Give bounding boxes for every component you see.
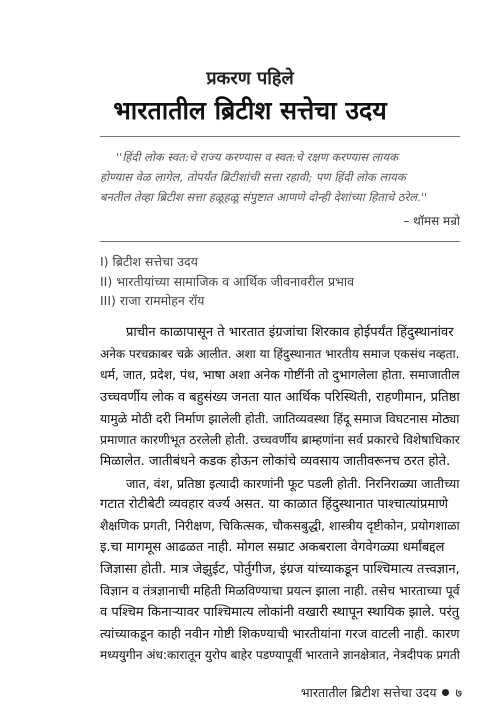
- paragraph-line: अनेक परचक्राबर चक्रे आलीत. अशा या हिंदुस्थानात भारतीय समाज एकसंध नव्हता.: [100, 346, 460, 361]
- quote-line: बनतील तेव्हा ब्रिटीश सत्ता हळूहळू संपुष्टात आणणे दोन्ही देशांच्या हिताचे ठरेल.'': [100, 190, 428, 204]
- quote-top-rule: [100, 136, 460, 137]
- paragraph-line: विज्ञान व तंत्रज्ञानाची महिती मिळविण्याचा प्रयत्न झाला नाही. तसेच भारताच्या पूर्व: [100, 583, 460, 598]
- contents-item: III) राजा राममोहन रॉय: [100, 293, 205, 308]
- chapter-contents-list: [100, 252, 460, 311]
- contents-item: I) ब्रिटीश सत्तेचा उदय: [100, 254, 198, 269]
- paragraph-line: यामुळे मोठी दरी निर्माण झालेली होती. जातिव्यवस्था हिंदू समाज विघटनास मोठ्या: [100, 411, 460, 426]
- paragraph-line: गटात रोटीबेटी व्यवहार वर्ज्य असत. या काळात हिंदुस्थानात पाश्चात्यांप्रमाणे: [100, 497, 448, 512]
- paragraph-line: शैक्षणिक प्रगती, निरीक्षण, चिकित्सक, चौकसबुद्धी, शास्त्रीय दृष्टीकोन, प्रयोगशाळा: [100, 518, 460, 533]
- paragraph-line: धर्म, जात, प्रदेश, पंथ, भाषा अशा अनेक गोष्टींनी तो दुभागलेला होता. समाजातील: [100, 368, 460, 382]
- paragraph-line: इ.चा मागमूस आढळत नाही. मोगल सम्राट अकबराला वेगवेगळ्या धर्मांबद्दल: [100, 540, 445, 555]
- body-text: [100, 322, 460, 666]
- paragraph-line: मध्ययुगीन अंध:कारातून युरोप बाहेर पडण्यापूर्वी भारताने ज्ञानक्षेत्रात, नेत्रदीपक प्रगती: [100, 647, 460, 662]
- chapter-label: प्रकरण पहिले: [206, 68, 294, 89]
- paragraph-line: जिज्ञासा होती. मात्र जेझुईट, पोर्तुगीज, इंग्रज यांच्याकडून पाश्चिमात्य तत्त्वज्ञान,: [100, 561, 460, 577]
- running-title: भारतातील ब्रिटीश सत्तेचा उदय: [300, 685, 437, 700]
- quote-attribution: – थॉमस मन्रो: [403, 214, 460, 228]
- paragraph-line: प्राचीन काळापासून ते भारतात इंग्रजांचा शिरकाव होईपर्यंत हिंदुस्थानांवर: [126, 325, 454, 340]
- quote-bottom-rule: [100, 241, 460, 242]
- contents-item: II) भारतीयांच्या सामाजिक व आर्थिक जीवनावरील प्रभाव: [100, 273, 355, 289]
- chapter-title: भारतातील ब्रिटीश सत्तेचा उदय: [113, 96, 387, 125]
- paragraph-line: प्रमाणात कारणीभूत ठरलेली होती. उच्चवर्णीय ब्राम्हणांना सर्व प्रकारचे विशेषाधिकार: [100, 432, 460, 447]
- paragraph-line: व पश्चिम किनाऱ्यावर पाश्चिमात्य लोकांनी वखारी स्थापून स्थायिक झाले. परंतु: [100, 604, 460, 620]
- bullet-icon: [442, 689, 449, 696]
- page-number: ७: [455, 685, 462, 700]
- paragraph-line: मिळालेत. जातीबंधने कडक होऊन लोकांचे व्यवसाय जातीवरूनच ठरत होते.: [100, 454, 451, 469]
- paragraph-line: उच्चवर्णीय लोक व बहुसंख्य जनता यात आर्थिक परिस्थिती, राहणीमान, प्रतिष्ठा: [100, 389, 460, 405]
- quote-line: होण्यास वेळ लागेल, तोपर्यंत ब्रिटीशांची सत्ता रहावी; पण हिंदी लोक लायक: [100, 170, 406, 184]
- quote-line: ''हिंदी लोक स्वत:चे राज्य करण्यास व स्वत:चे रक्षण करण्यास लायक: [116, 150, 398, 164]
- epigraph-quote: [100, 147, 460, 207]
- paragraph-line: त्यांच्याकडून काही नवीन गोष्टी शिकण्याची भारतीयांना गरज वाटली नाही. कारण: [100, 626, 460, 641]
- page-footer: [301, 684, 462, 701]
- paragraph-line: जात, वंश, प्रतिष्ठा इत्यादी कारणांनी फूट पडली होती. निरनिराळ्या जातीच्या: [126, 475, 460, 491]
